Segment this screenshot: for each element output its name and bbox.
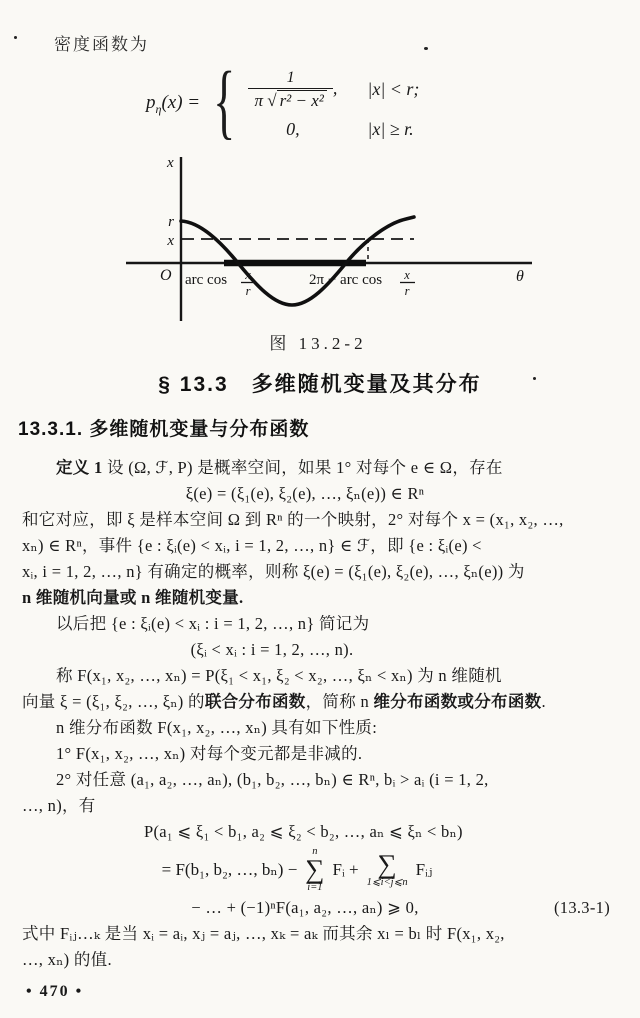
body-text [0,455,640,973]
text-line: 定义 1 设 (Ω, ℱ, P) 是概率空间，如果 1° 对每个 e ∈ Ω，存在 [56,458,503,477]
sum-symbol-1: n ∑ i=1 [305,845,325,893]
text-line: 2° 对任意 (a₁, a₂, …, aₙ), (b₁, b₂, …, bₙ) ∈ Rⁿ, bᵢ > aᵢ (i = 1, 2, [56,770,489,789]
crossing1-frac-num: x [245,268,251,282]
subsection-title: 13.3.1. 多维随机变量与分布函数 [18,419,310,440]
origin-label: O [160,267,172,284]
case1-value: $\frac{1}{\text{π √ r² − x²}}$ , [248,69,337,111]
text-line-bold: n 维随机向量或 n 维随机变量. [22,588,244,607]
sum-symbol-2: ∑ 1⩽i<j⩽n [366,848,408,888]
text-line: 和它对应，即 ξ 是样本空间 Ω 到 Rⁿ 的一个映射，2° 对每个 x = (x₁, x₂, …, [22,510,564,529]
figure-plot [96,153,540,354]
case2-value: 0, [286,118,300,139]
display-equation: (ξᵢ < xᵢ : i = 1, 2, …, n). [190,640,354,659]
display-equation: ξ(e) = (ξ₁(e), ξ₂(e), …, ξₙ(e)) ∈ Rⁿ [185,484,425,503]
text-line: n 维分布函数 F(x₁, x₂, …, xₙ) 具有如下性质: [56,718,378,737]
radicand: r² − x² [277,90,327,110]
scan-speck [424,47,428,50]
text-line: xₙ) ∈ Rⁿ，事件 {e : ξᵢ(e) < xᵢ, i = 1, 2, …, n} ∈ ℱ，即 {e : ξᵢ(e) < [22,536,482,555]
text-line: 式中 Fᵢⱼ…ₖ 是当 xᵢ = aᵢ, xⱼ = aⱼ, …, xₖ = aₖ 而其余 xₗ = bₗ 时 F(x₁, x₂, [22,924,505,943]
display-equation-sums: = F(b₁, b₂, …, bₙ) − n ∑ i=1 Fᵢ + ∑ 1⩽i<j⩽n Fᵢⱼ [161,845,433,893]
page-number: • 470 • [26,983,84,1000]
text-line: …, xₙ) 的值. [22,950,112,969]
x-axis-label: θ [516,268,524,285]
y-axis-label: x [167,155,174,171]
cosine-figure [96,153,540,325]
header-note: 密度函数为 [54,35,149,54]
crossing2-label: 2π − arc cos [309,272,383,288]
display-equation-tagged: − … + (−1)ⁿF(a₁, a₂, …, aₙ) ⩾ 0, (13.3-1) [22,895,618,921]
crossing2-frac-den: r [404,284,410,298]
equation-number: (13.3-1) [553,898,610,917]
text-line: 称 F(x₁, x₂, …, xₙ) = P(ξ₁ < x₁, ξ₂ < x₂, …, ξₙ < xₙ) 为 n 维随机 [56,666,502,685]
crossing2-frac-num: x [404,268,410,282]
text-line: 以后把 {e : ξᵢ(e) < xᵢ : i = 1, 2, …, n} 简记为 [56,614,370,633]
formula-lhs: $p_\eta(x)$ = [146,91,201,116]
text-line: 向量 ξ = (ξ₁, ξ₂, …, ξₙ) 的联合分布函数，简称 n 维分布函数或分布函数. [22,692,546,711]
tick-x: x [167,233,174,249]
fraction: $\frac{1}{\text{π √ r² − x²}}$ [248,69,332,111]
scan-speck [14,36,17,39]
crossing1-frac-den: r [245,284,251,298]
tick-r: r [168,214,174,230]
scan-speck [533,377,536,380]
text-line: xᵢ, i = 1, 2, …, n} 有确定的概率，则称 ξ(e) = (ξ₁(e), ξ₂(e), …, ξₙ(e)) 为 [22,562,525,581]
case1-condition: |x| < r; [367,79,420,99]
piecewise-density-formula [146,55,640,149]
piecewise-cases [248,69,419,140]
left-brace: { [213,55,236,149]
case2-condition: |x| ≥ r. [367,118,414,139]
figure-caption: 图 13.2-2 [269,334,367,353]
text-line: …, n)，有 [22,796,96,815]
crossing1-label: arc cos [185,272,228,288]
section-title: § 13.3 多维随机变量及其分布 [158,373,482,396]
text-line: 1° F(x₁, x₂, …, xₙ) 对每个变元都是非减的. [56,744,363,763]
definition-label: 定义 1 [56,458,103,477]
display-equation: P(a₁ ⩽ ξ₁ < b₁, a₂ ⩽ ξ₂ < b₂, …, aₙ ⩽ ξₙ < bₙ) [144,822,463,841]
